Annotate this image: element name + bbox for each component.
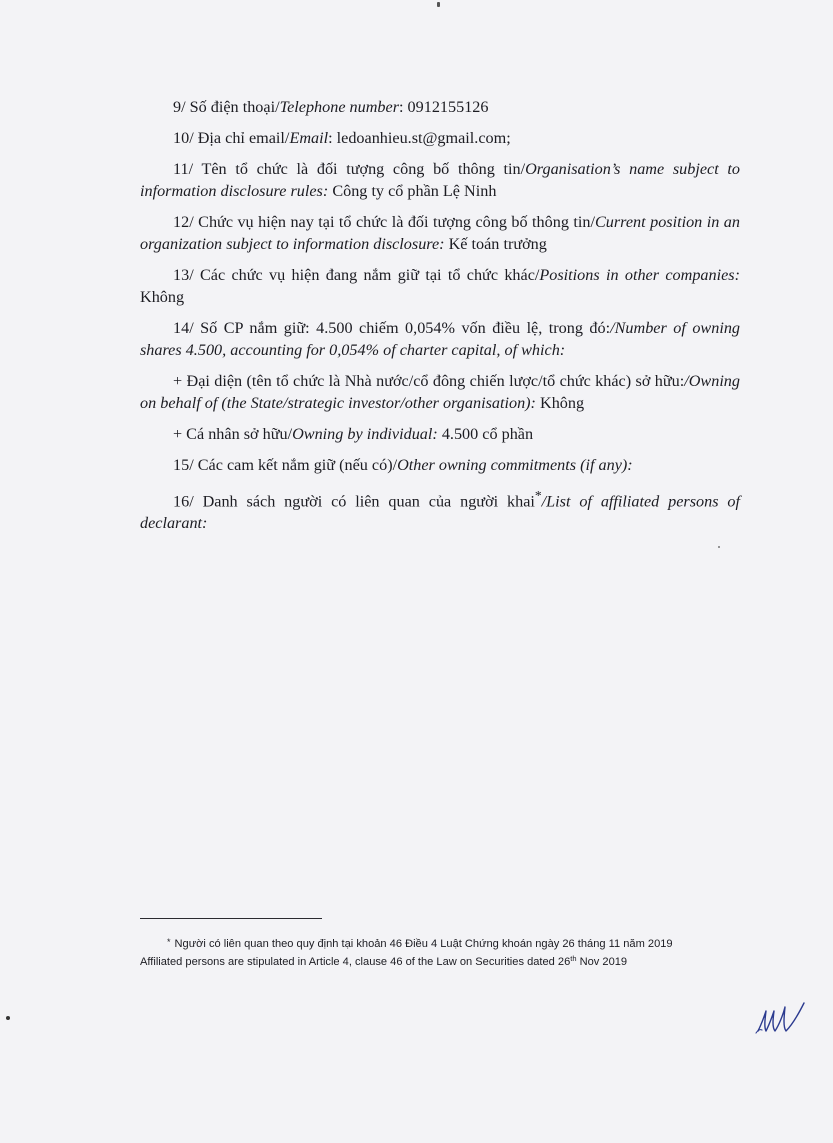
scan-speck-top bbox=[437, 2, 440, 7]
item-14-shares-owned: 14/ Số CP nắm giữ: 4.500 chiếm 0,054% vốn điều lệ, trong đó:/Number of owning shares 4.500, accounting for 0,054% of charter capital, of which: bbox=[140, 319, 741, 359]
item-15-owning-commitments: 15/ Các cam kết nắm giữ (nếu có)/Other owning commitments (if any): bbox=[173, 456, 633, 474]
footnote-mark: * bbox=[167, 937, 171, 947]
scan-speck-left bbox=[6, 1016, 10, 1020]
item-9-telephone: 9/ Số điện thoại/Telephone number: 0912155126 bbox=[173, 98, 489, 116]
item-12-current-position: 12/ Chức vụ hiện nay tại tổ chức là đối tượng công bố thông tin/Current position in an organization subject to information disclosure: Kế toán trưởng bbox=[140, 213, 740, 253]
item-10-email: 10/ Địa chỉ email/Email: ledoanhieu.st@gmail.com; bbox=[173, 129, 511, 147]
scan-speck-right bbox=[718, 546, 720, 548]
footnote-separator bbox=[140, 918, 322, 919]
footnote bbox=[140, 936, 760, 969]
item-14a-owning-on-behalf: + Đại diện (tên tổ chức là Nhà nước/cổ đông chiến lược/tổ chức khác) sở hữu:/Owning on behalf of (the State/strategic investor/other organisation): Không bbox=[140, 372, 740, 412]
handwritten-initials-signature bbox=[752, 997, 808, 1037]
item-13-other-positions: 13/ Các chức vụ hiện đang nắm giữ tại tổ chức khác/Positions in other companies: Không bbox=[140, 266, 740, 306]
item-14b-owning-individual: + Cá nhân sở hữu/Owning by individual: 4.500 cổ phần bbox=[173, 425, 534, 443]
item-16-affiliated-persons: 16/ Danh sách người có liên quan của người khai*/List of affiliated persons of declarant: bbox=[140, 488, 741, 533]
footnote-line-english: Affiliated persons are stipulated in Article 4, clause 46 of the Law on Securities dated 26th Nov 2019 bbox=[140, 953, 628, 968]
document-body bbox=[140, 96, 740, 543]
item-11-organisation-name: 11/ Tên tổ chức là đối tượng công bố thông tin/Organisation’s name subject to information disclosure rules: Công ty cổ phần Lệ Ninh bbox=[140, 160, 740, 200]
footnote-reference-mark: * bbox=[534, 488, 542, 503]
footnote-line-vietnamese: * Người có liên quan theo quy định tại khoản 46 Điều 4 Luật Chứng khoán ngày 26 tháng 11 năm 2019 bbox=[167, 937, 673, 950]
